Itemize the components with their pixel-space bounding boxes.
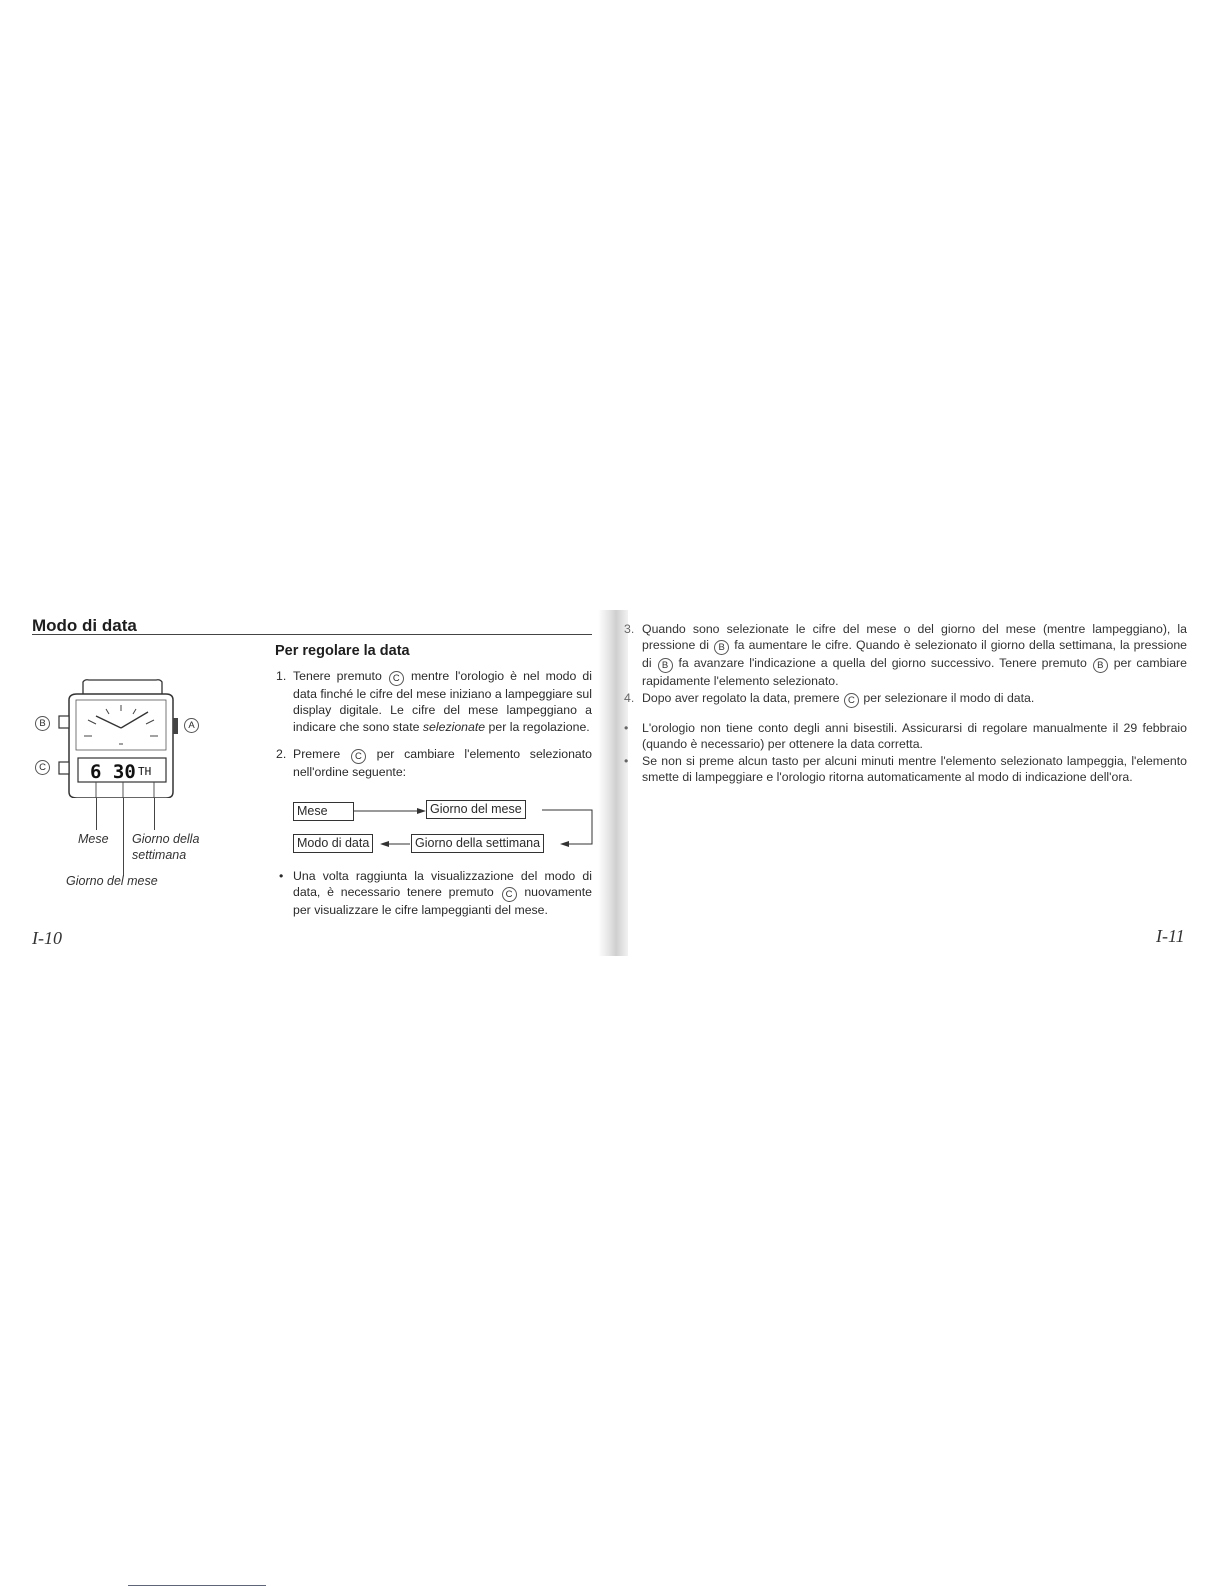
- page-number-left: I-10: [32, 928, 62, 948]
- leader-day: [123, 798, 124, 876]
- minute-hand: [121, 712, 148, 728]
- button-a-stub: [173, 718, 178, 734]
- note-leap-year: • L'orologio non tiene conto degli anni bisestili. Assicurarsi di regolare manualmente il 29 febbraio (quando è necessario) per ottenere la data corretta.: [624, 720, 1187, 752]
- step-number: 2.: [276, 747, 287, 762]
- subsection-title: Per regolare la data: [275, 643, 410, 659]
- flow-box-date-mode: Modo di data: [293, 834, 373, 853]
- button-b-icon: B: [1093, 658, 1108, 673]
- bullet-icon: •: [279, 869, 284, 883]
- caption-month: Mese: [78, 832, 109, 846]
- display-suffix: TH: [138, 765, 152, 778]
- step-3: 3. Quando sono selezionate le cifre del mese o del giorno del mese (mentre lampeggiano), la pressione di B fa aumentare le cifre. Quando è selezionato il giorno della settimana, la pressione di B fa avanzare l'indicazione a quella del giorno successivo. Tenere premuto B per cambiare rapidamente l'elemento selezionato.: [624, 622, 1187, 689]
- button-b-icon: B: [658, 658, 673, 673]
- section-title: Modo di data: [32, 616, 137, 635]
- button-c-icon: C: [351, 749, 366, 764]
- button-b-label: B: [35, 716, 50, 731]
- emphasis: selezionate: [422, 719, 486, 734]
- hour-hand: [96, 716, 121, 728]
- selection-order-diagram: [292, 798, 596, 858]
- note-list: [276, 868, 592, 919]
- notes-list: [624, 720, 1187, 786]
- page-number-right: I-11: [1156, 926, 1185, 946]
- button-c-icon: C: [844, 693, 859, 708]
- leader-month: [96, 798, 97, 830]
- flow-box-month: Mese: [293, 802, 354, 821]
- flow-box-weekday: Giorno della settimana: [411, 834, 544, 853]
- step-number: 4.: [624, 690, 635, 705]
- button-c-icon: C: [389, 671, 404, 686]
- caption-weekday-line1: Giorno della: [132, 832, 200, 846]
- step-4: 4. Dopo aver regolato la data, premere C per selezionare il modo di data.: [624, 690, 1035, 706]
- flow-box-day-of-month: Giorno del mese: [426, 800, 526, 819]
- procedure-steps-continued: [624, 621, 1187, 708]
- watch-diagram: [30, 672, 215, 798]
- note-item: • Una volta raggiunta la visualizzazione del modo di data, è necessario tenere premuto C nuovamente per visualizzare le cifre lampeggianti del mese.: [279, 869, 592, 918]
- button-b-icon: B: [714, 640, 729, 655]
- step-number: 3.: [624, 622, 635, 636]
- bullet-icon: •: [624, 753, 629, 768]
- button-b-stub: [59, 716, 69, 728]
- step-number: 1.: [276, 669, 287, 683]
- button-a-label: A: [184, 718, 199, 733]
- caption-weekday-line2: settimana: [132, 848, 187, 862]
- flow-arrows: [292, 798, 596, 858]
- note-timeout: • Se non si preme alcun tasto per alcuni minuti mentre l'elemento selezionato lampeggia, l'elemento smette di lampeggiare e l'orologio ritorna automaticamente al modo di indicazione dell'ora.: [624, 753, 1187, 785]
- caption-day-of-month: Giorno del mese: [66, 874, 158, 888]
- step-2: 2. Premere C per cambiare l'elemento selezionato nell'ordine seguente:: [276, 747, 593, 780]
- bullet-icon: •: [624, 720, 629, 735]
- step-1: 1. Tenere premuto C mentre l'orologio è nel modo di data finché le cifre del mese iniziano a lampeggiare sul display digitale. Le cifre del mese lampeggiano a indicare che sono state selezionate per la regolazione.: [276, 669, 592, 734]
- procedure-steps: [276, 668, 592, 792]
- display-digits: 6 30: [90, 761, 136, 783]
- right-page-content: [624, 621, 1187, 785]
- button-c-stub: [59, 762, 69, 774]
- button-c-label: C: [35, 760, 50, 775]
- button-c-icon: C: [502, 887, 517, 902]
- leader-weekday: [154, 798, 155, 830]
- title-underline: [32, 634, 592, 635]
